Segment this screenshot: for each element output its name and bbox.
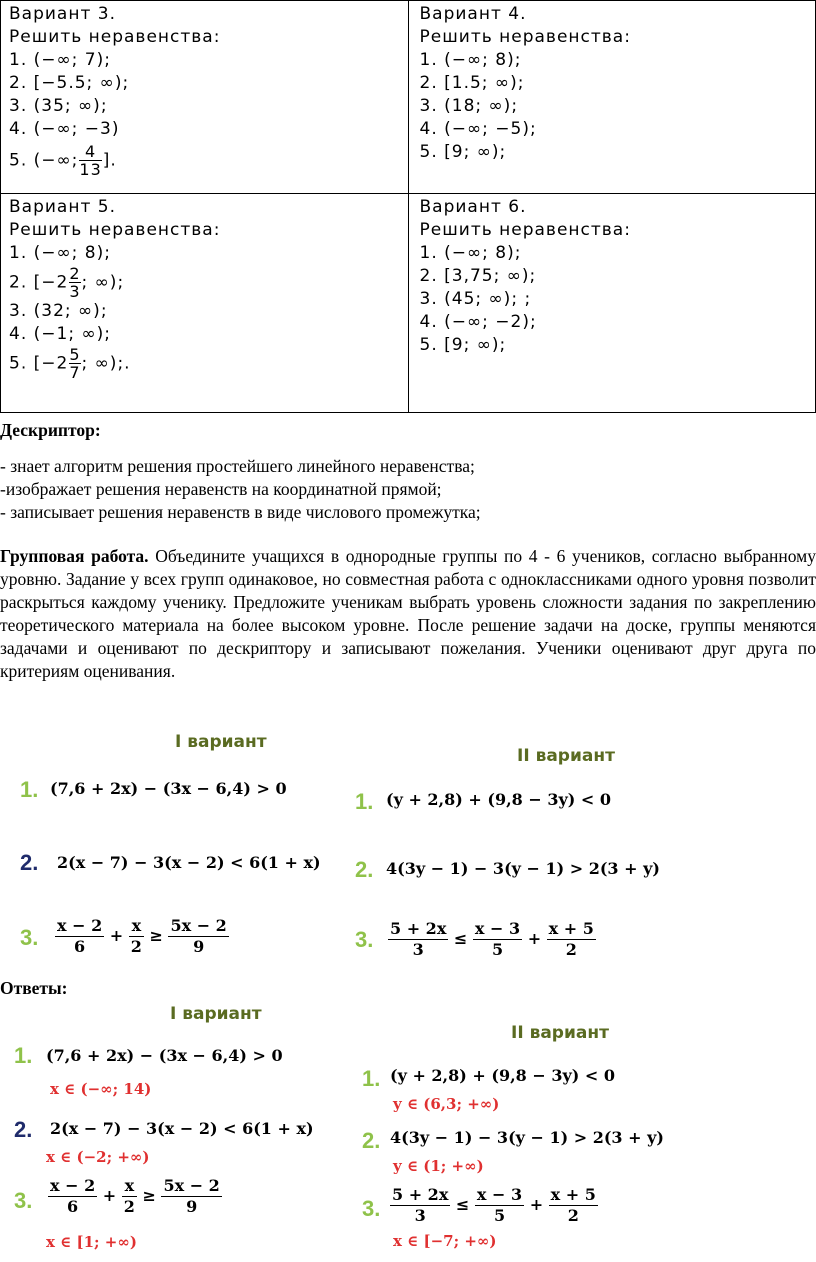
variant-item: 3. (35; ∞); [9,96,108,116]
descriptor-line: -изображает решения неравенств на координатной прямой; [0,479,442,499]
task-number: 1. [20,777,39,802]
answer-v1-2: x ∈ (−2; +∞) [46,1148,150,1166]
answers-heading: Ответы: [0,978,68,998]
variant-5-cell [1,194,409,413]
tasks-variant-2-title: II вариант [517,746,615,766]
fraction: $\frac{5}{7}$ [69,345,81,382]
answer-v2-3: x ∈ [−7; +∞) [393,1232,497,1250]
variant-6-cell [408,194,816,413]
answer-v2-1: y ∈ (6,3; +∞) [393,1095,500,1113]
variant-subtitle: Решить неравенства: [9,220,221,240]
variant-title: Вариант 4. [419,4,527,24]
task-number: 3. [355,927,374,952]
variant-item: 1. (−∞; 7); [9,50,111,70]
variant-item: 2. [−2 $\frac{2}{3}$ ; ∞); [9,264,125,301]
answer-v1-3: x ∈ [1; +∞) [46,1233,137,1251]
task-v2-expr-1: (y + 2,8) + (9,8 − 3y) < 0 [386,790,611,809]
descriptor-line: - знает алгоритм решения простейшего линейного неравенства; [0,456,475,476]
group-work-label: Групповая работа. [0,546,149,566]
variant-subtitle: Решить неравенства: [9,27,221,47]
task-v2-expr-3: $\frac{5 + 2x}{3}$ ≤ $\frac{x - 3}{5}$ + $\frac{x + 5}{2}$ [390,919,594,959]
variant-title: Вариант 5. [9,197,116,217]
task-v1-expr-3: $\frac{x - 2}{6}$ + $\frac{x}{2}$ ≥ $\frac{5x - 2}{9}$ [57,916,227,956]
task-v1-expr-2: 2(x − 7) − 3(x − 2) < 6(1 + x) [57,853,321,872]
answer-task-number: 1. [362,1066,381,1091]
answers-variant-1-title: I вариант [170,1004,262,1024]
tasks-variant-1-title: I вариант [175,732,267,752]
task-v2-expr-2: 4(3y − 1) − 3(y − 1) > 2(3 + y) [386,859,660,878]
answer-v2-expr-2: 4(3y − 1) − 3(y − 1) > 2(3 + y) [390,1128,664,1147]
variant-item: 3. (18; ∞); [419,96,519,116]
variant-item: 4. (−1; ∞); [9,324,111,344]
answers-variant-2-title: II вариант [511,1023,609,1043]
variant-title: Вариант 6. [419,197,527,217]
answer-v2-expr-1: (y + 2,8) + (9,8 − 3y) < 0 [390,1066,615,1085]
variant-4-cell [408,1,816,194]
answer-task-number: 2. [362,1128,381,1153]
fraction: $\frac{2}{3}$ [69,264,81,301]
variant-item: 5. [−2 $\frac{5}{7}$ ; ∞);. [9,345,131,382]
variant-item: 5. (−∞; $\frac{4}{13}$ ]. [9,142,117,179]
variants-table [0,0,816,413]
task-number: 1. [355,789,374,814]
descriptor-line: - записывает решения неравенств в виде числового промежутка; [0,502,481,522]
group-work-paragraph [0,545,816,683]
fraction: $\frac{4}{13}$ [79,142,102,179]
variant-item: 4. (−∞; −3) [9,119,120,139]
answer-v2-2: y ∈ (1; +∞) [393,1157,484,1175]
variant-item: 3. (45; ∞); ; [419,289,532,309]
answer-v1-1: x ∈ (−∞; 14) [50,1080,152,1098]
task-number: 2. [20,850,39,875]
variant-item: 2. [−5.5; ∞); [9,73,130,93]
variant-item: 1. (−∞; 8); [419,243,522,263]
answer-v1-expr-3: $\frac{x - 2}{6}$ + $\frac{x}{2}$ ≥ $\frac{5x - 2}{9}$ [50,1176,220,1216]
group-work-text: Объедините учащихся в однородные группы по 4 - 6 учеников, согласно выбранному уровню. Задание у всех групп одинаковое, но совместная работа с одноклассниками одного уровня позволит раскрыться каждому ученику. Предложите ученикам выбрать уровень сложности задания по закреплению теоретического материала на более высоком уровне. После решение задачи на доске, группы меняются задачами и оценивают по дескриптору и записывают пожелания. Ученики оценивают друг друга по критериям оценивания. [0,546,816,681]
variant-subtitle: Решить неравенства: [419,220,631,240]
task-number: 3. [20,925,39,950]
variant-item: 1. (−∞; 8); [9,243,111,263]
variant-3-cell [1,1,409,194]
answer-v1-expr-2: 2(x − 7) − 3(x − 2) < 6(1 + x) [50,1119,314,1138]
answer-task-number: 3. [362,1196,381,1221]
answer-v2-expr-3: $\frac{5 + 2x}{3}$ ≤ $\frac{x - 3}{5}$ + $\frac{x + 5}{2}$ [392,1185,596,1225]
answer-task-number: 3. [14,1188,33,1213]
answer-v1-expr-1: (7,6 + 2x) − (3x − 6,4) > 0 [46,1046,283,1065]
task-v1-expr-1: (7,6 + 2x) − (3x − 6,4) > 0 [50,779,287,798]
descriptor-heading: Дескриптор: [0,420,101,440]
variant-item: 5. [9; ∞); [419,335,507,355]
answer-task-number: 2. [14,1117,33,1142]
answer-task-number: 1. [14,1043,33,1068]
variant-subtitle: Решить неравенства: [419,27,631,47]
variant-item: 2. [3,75; ∞); [419,266,537,286]
variant-item: 3. (32; ∞); [9,301,108,321]
variant-item: 4. (−∞; −5); [419,119,537,139]
variant-item: 4. (−∞; −2); [419,312,537,332]
variant-item: 1. (−∞; 8); [419,50,522,70]
task-number: 2. [355,857,374,882]
variant-title: Вариант 3. [9,4,116,24]
variant-item: 5. [9; ∞); [419,142,507,162]
variant-item: 2. [1.5; ∞); [419,73,525,93]
